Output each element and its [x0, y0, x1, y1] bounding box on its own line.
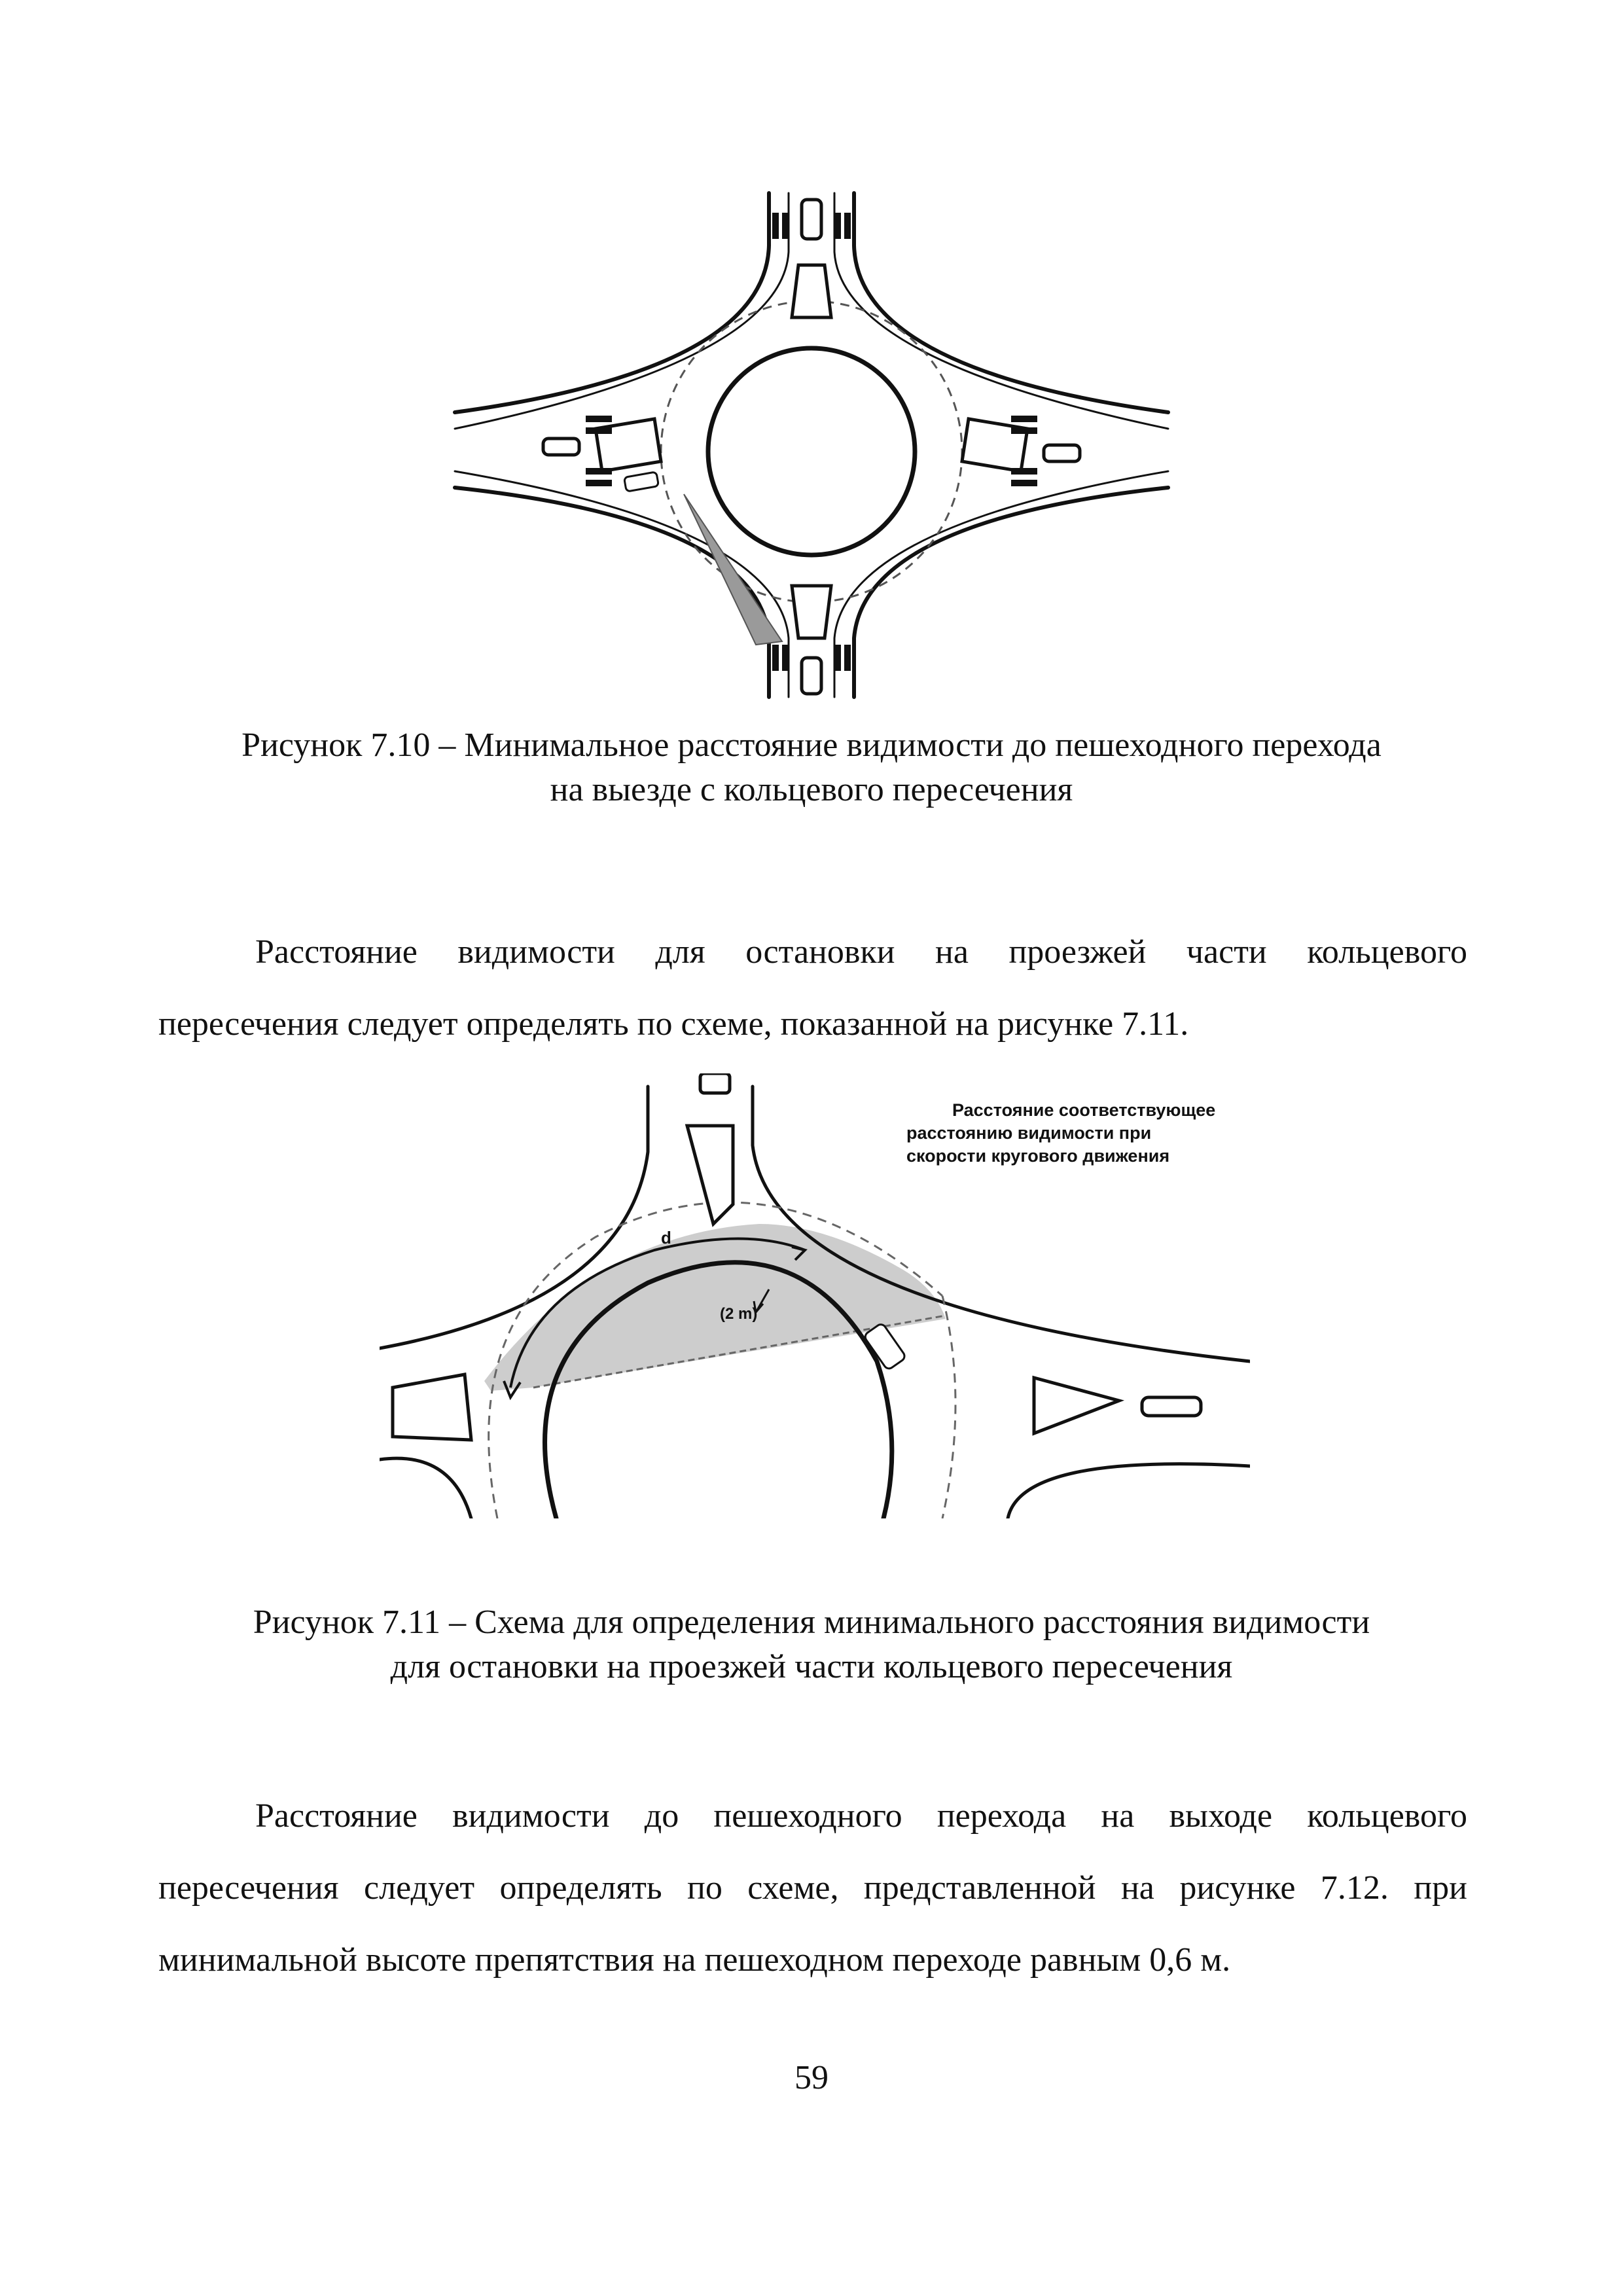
paragraph-2-line-3: минимальной высоте препятствия на пешеходном переходе равным 0,6 м. — [158, 1941, 1231, 1979]
paragraph-1-line-1: Расстояние видимости для остановки на проезжей части кольцевого — [255, 933, 1467, 971]
paragraph-crosswalk-sight — [158, 1780, 1467, 1996]
figure-7-11-caption — [105, 1600, 1518, 1689]
offset-2m-label: (2 m) — [720, 1305, 758, 1323]
paragraph-1-line-2: пересечения следует определять по схеме, показанной на рисунке 7.11. — [158, 1005, 1189, 1043]
paragraph-2-line-1: Расстояние видимости до пешеходного перехода на выходе кольцевого — [255, 1797, 1467, 1835]
roundabout-exit-sight-diagram — [438, 187, 1185, 700]
page-number: 59 — [794, 2059, 829, 2096]
distance-legend-line-3: скорости кругового движения — [906, 1146, 1170, 1166]
paragraph-stopping-sight — [158, 916, 1467, 1060]
figure-7-11-caption-line-2: для остановки на проезжей части кольцевого пересечения — [390, 1648, 1233, 1685]
distance-d-label: d — [661, 1228, 671, 1247]
paragraph-2-line-2: пересечения следует определять по схеме, представленной на рисунке 7.12. при — [158, 1869, 1467, 1907]
figure-7-10-caption-line-2: на выезде с кольцевого пересечения — [550, 771, 1073, 808]
figure-7-11-caption-line-1: Рисунок 7.11 – Схема для определения минимального расстояния видимости — [253, 1604, 1370, 1641]
distance-legend-line-1: Расстояние соответствующее — [952, 1100, 1216, 1120]
figure-7-10-caption-line-1: Рисунок 7.10 – Минимальное расстояние видимости до пешеходного перехода — [241, 726, 1382, 764]
distance-legend-line-2: расстоянию видимости при — [906, 1123, 1152, 1143]
figure-7-10-caption — [105, 723, 1518, 812]
circulating-stopping-sight-diagram — [380, 1073, 1250, 1518]
